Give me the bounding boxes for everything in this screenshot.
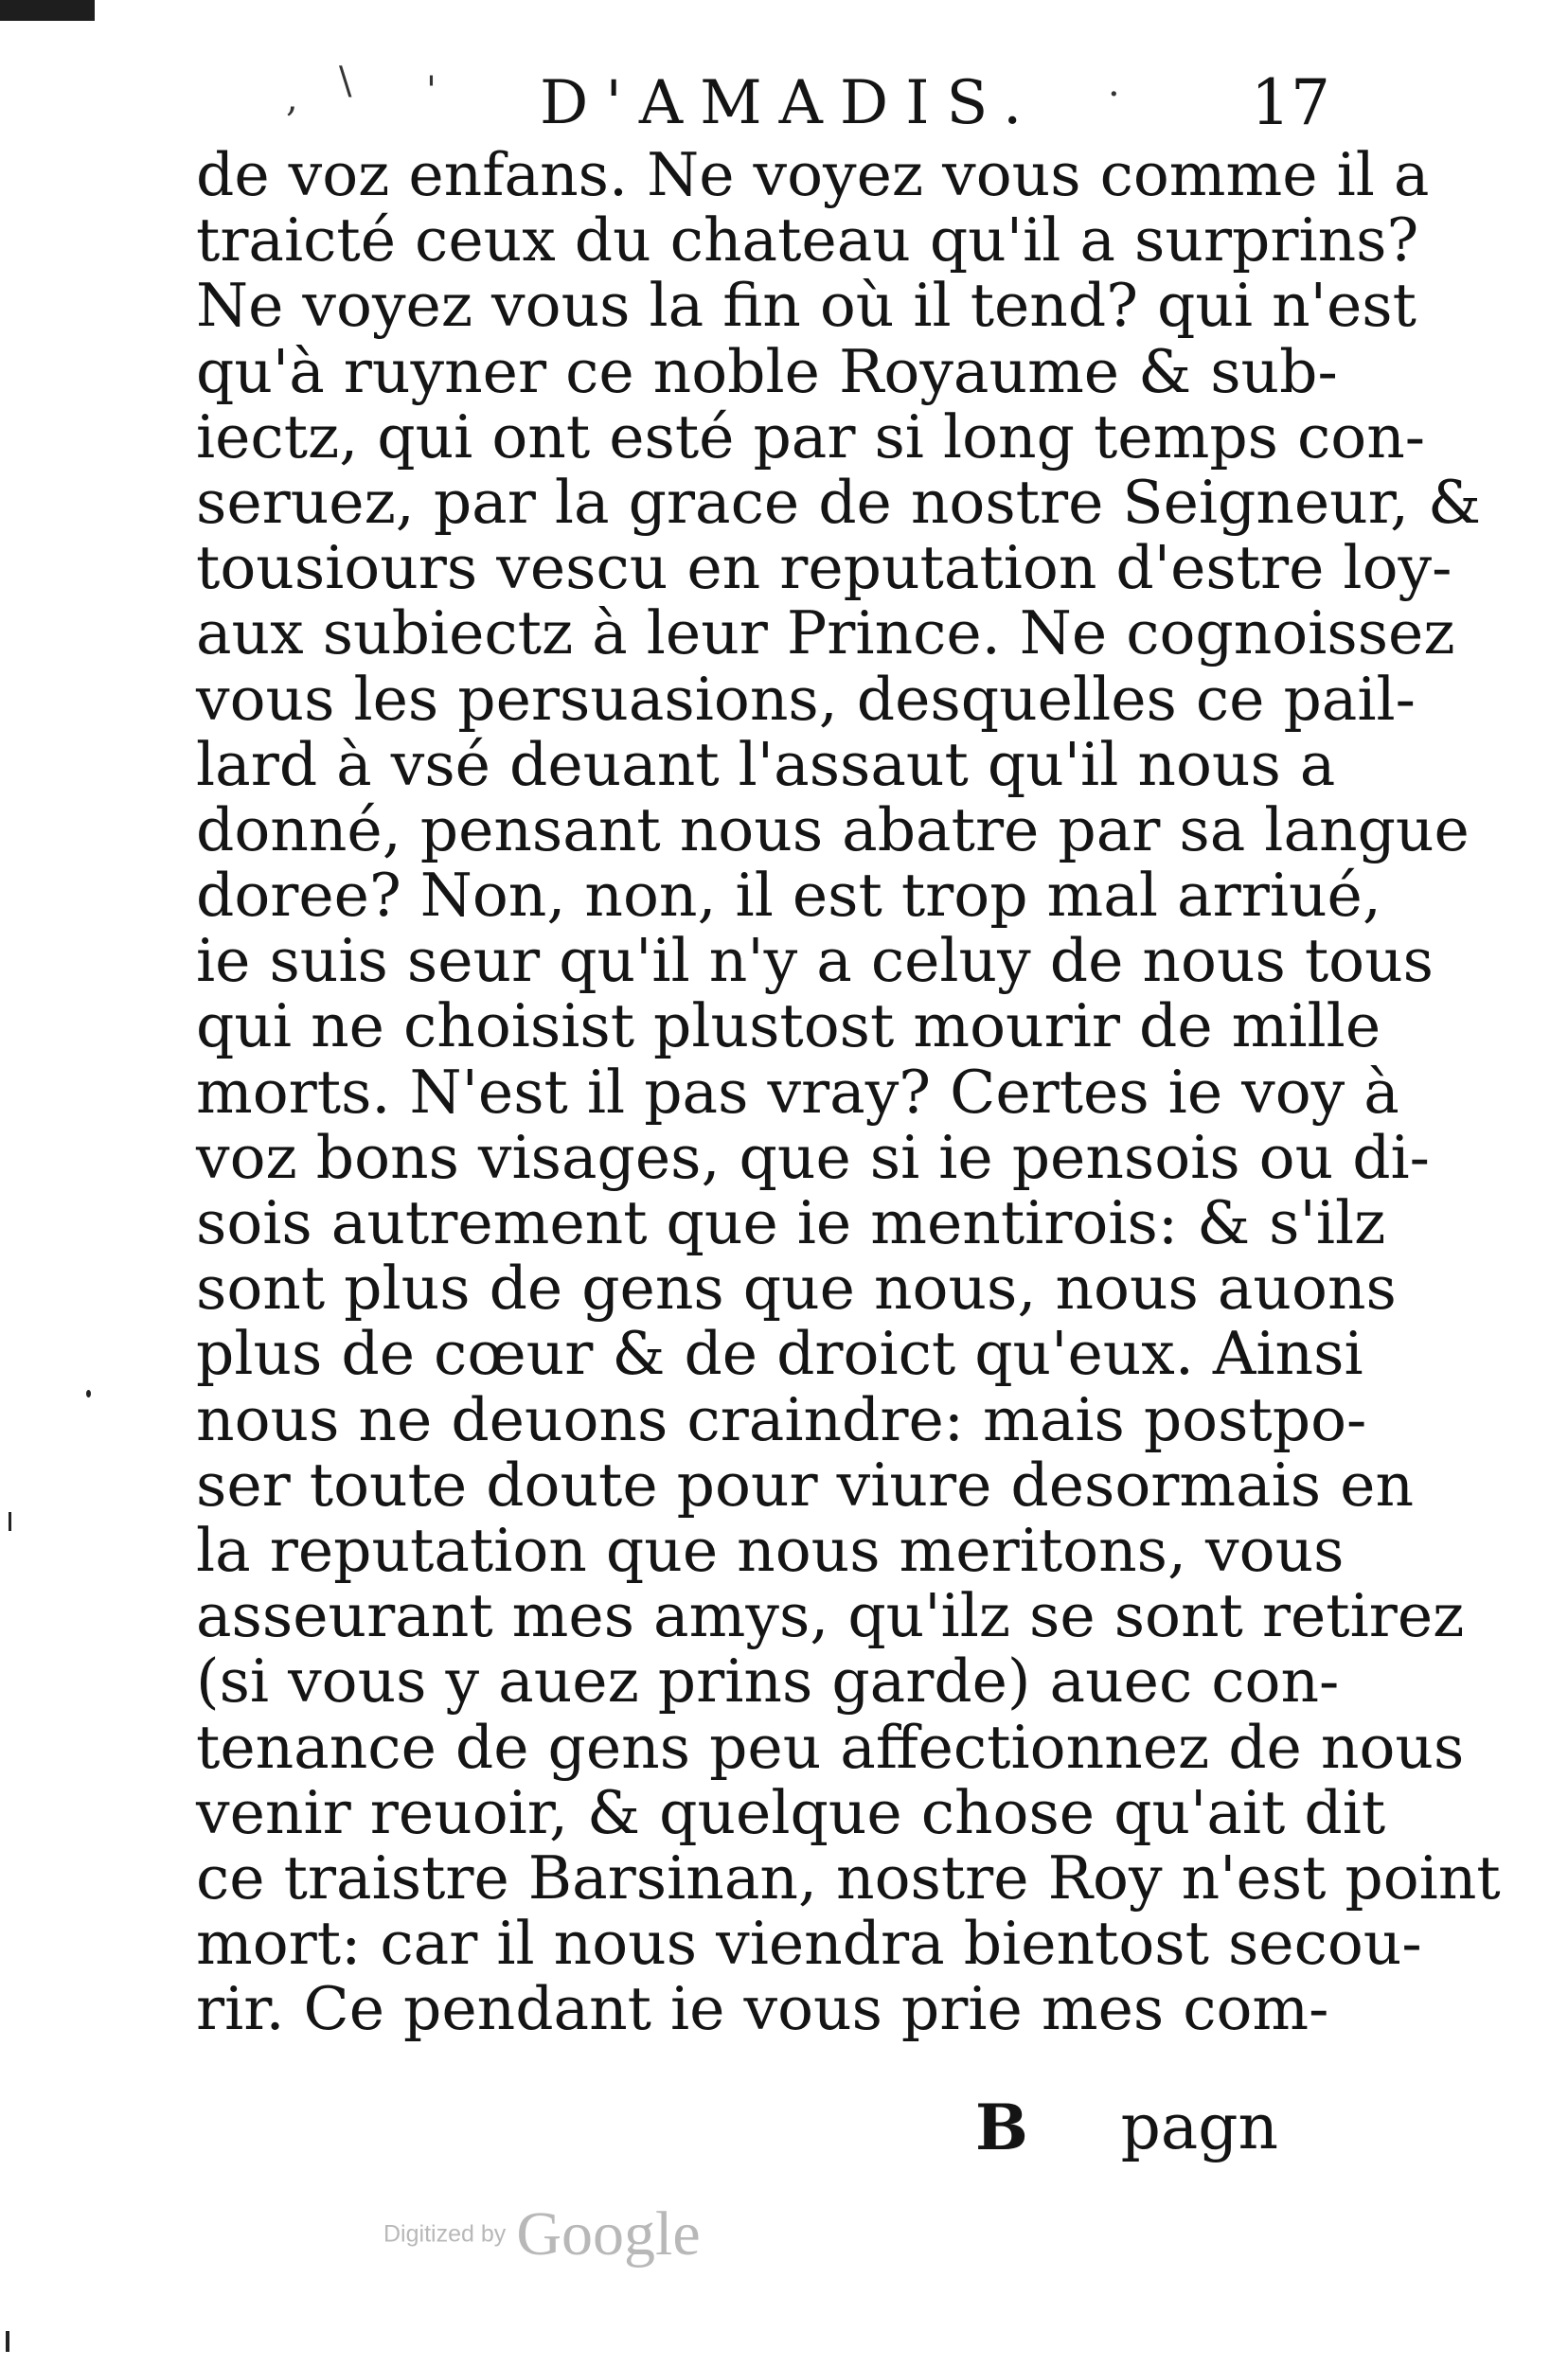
catchword: pagn bbox=[1120, 2091, 1278, 2163]
ink-speck: ' bbox=[426, 69, 437, 113]
watermark-prefix: Digitized by bbox=[383, 2220, 507, 2248]
text-line: iectz, qui ont esté par si long temps con- bbox=[196, 401, 1426, 472]
page-footer bbox=[975, 2091, 1278, 2166]
text-line: Ne voyez vous la fin où il tend? qui n'est bbox=[196, 271, 1417, 341]
text-line: traicté ceux du chateau qu'il a surprins? bbox=[196, 205, 1419, 276]
page-number: 17 bbox=[1251, 66, 1330, 139]
text-line: qu'à ruyner ce noble Royaume & sub- bbox=[196, 336, 1338, 406]
text-line: donné, pensant nous abatre par sa langue bbox=[196, 794, 1470, 864]
text-line: aux subiectz à leur Prince. Ne cognoissez bbox=[196, 598, 1455, 668]
text-line: seruez, par la grace de nostre Seigneur, & bbox=[196, 467, 1482, 537]
ink-speck: \ bbox=[339, 60, 352, 103]
ink-speck: , bbox=[286, 77, 298, 120]
text-line: sont plus de gens que nous, nous auons bbox=[196, 1254, 1397, 1324]
text-line: vous les persuasions, desquelles ce pail- bbox=[196, 664, 1416, 734]
text-line: mort: car il nous viendra bientost secou- bbox=[196, 1909, 1422, 1979]
text-line: tousiours vescu en reputation d'estre loy- bbox=[196, 533, 1452, 603]
text-line: sois autrement que ie mentirois: & s'ilz bbox=[196, 1188, 1386, 1257]
text-line: asseurant mes amys, qu'ilz se sont retirez bbox=[196, 1581, 1465, 1651]
google-logo: Google bbox=[516, 2199, 701, 2269]
text-line: doree? Non, non, il est trop mal arriué, bbox=[196, 861, 1381, 931]
text-line: lard à vsé deuant l'assaut qu'il nous a bbox=[196, 729, 1336, 799]
body-text bbox=[196, 140, 1501, 2044]
text-line: de voz enfans. Ne voyez vous comme il a bbox=[196, 140, 1430, 209]
text-line: tenance de gens peu affectionnez de nous bbox=[196, 1712, 1465, 1782]
text-line: rir. Ce pendant ie vous prie mes com- bbox=[196, 1974, 1329, 2044]
running-title: D'AMADIS. bbox=[540, 68, 1040, 138]
text-line: ie suis seur qu'il n'y a celuy de nous tous bbox=[196, 926, 1434, 996]
text-line: qui ne choisist plustost mourir de mille bbox=[196, 991, 1381, 1061]
scan-edge-mark bbox=[0, 0, 95, 21]
text-line: venir reuoir, & quelque chose qu'ait dit bbox=[196, 1777, 1386, 1847]
text-line: plus de cœur & de droict qu'eux. Ainsi bbox=[196, 1319, 1363, 1389]
text-line: voz bons visages, que si ie pensois ou di- bbox=[196, 1122, 1430, 1192]
text-line: ser toute doute pour viure desormais en bbox=[196, 1450, 1415, 1520]
text-line: (si vous y auez prins garde) auec con- bbox=[196, 1646, 1340, 1717]
text-line: morts. N'est il pas vray? Certes ie voy à bbox=[196, 1057, 1399, 1127]
text-line: ce traistre Barsinan, nostre Roy n'est point bbox=[196, 1842, 1501, 1913]
margin-speck bbox=[86, 1390, 91, 1397]
signature-mark: B bbox=[975, 2091, 1028, 2164]
text-line: nous ne deuons craindre: mais postpo- bbox=[196, 1384, 1367, 1454]
digitized-watermark bbox=[383, 2198, 762, 2293]
margin-speck bbox=[6, 2331, 9, 2352]
ink-speck: · bbox=[1108, 73, 1120, 116]
page-header bbox=[284, 60, 1330, 139]
text-line: la reputation que nous meritons, vous bbox=[196, 1515, 1345, 1585]
margin-speck bbox=[9, 1512, 11, 1531]
